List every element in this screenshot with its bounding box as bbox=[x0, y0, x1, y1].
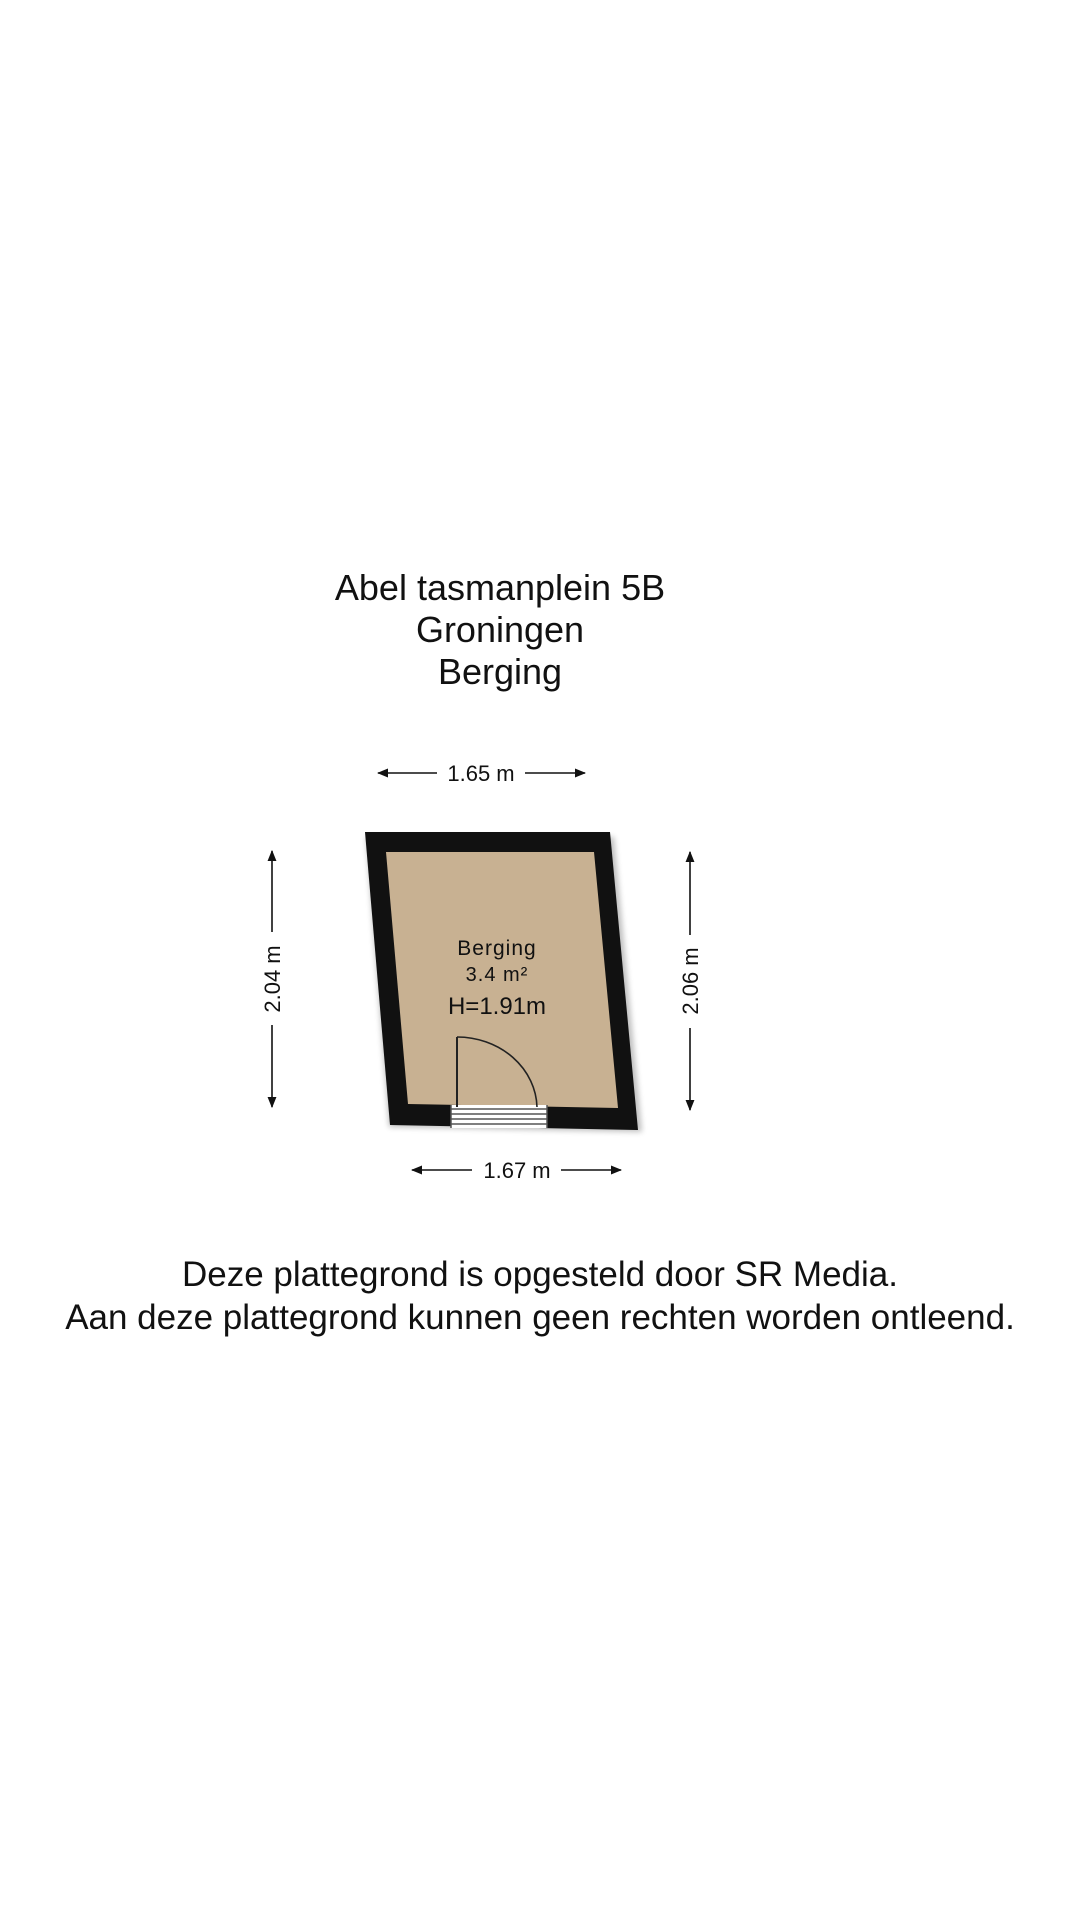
city-title: Groningen bbox=[415, 609, 585, 650]
disclaimer-line-1: Deze plattegrond is opgesteld door SR Media. bbox=[182, 1255, 898, 1294]
disclaimer bbox=[0, 1253, 1080, 1339]
bottom-dimension-label: 1.67 m bbox=[483, 1158, 551, 1183]
room-area: 3.4 m² bbox=[465, 964, 529, 986]
room-name: Berging bbox=[457, 937, 537, 960]
right-dimension-label: 2.06 m bbox=[678, 947, 703, 1015]
top-dimension-label: 1.65 m bbox=[447, 761, 515, 786]
address-title: Abel tasmanplein 5B bbox=[334, 567, 666, 608]
left-dimension-label: 2.04 m bbox=[260, 945, 285, 1013]
room-height: H=1.91m bbox=[447, 993, 547, 1020]
disclaimer-line-2: Aan deze plattegrond kunnen geen rechten worden ontleend. bbox=[65, 1298, 1015, 1337]
floor-title: Berging bbox=[437, 651, 563, 692]
